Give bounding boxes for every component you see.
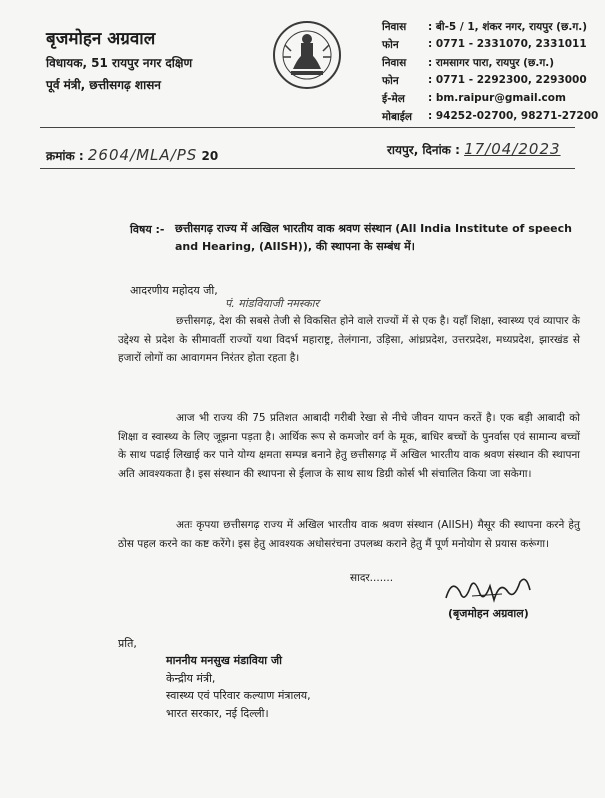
- to-label: प्रति,: [118, 637, 137, 650]
- letterhead-name: बृजमोहन अग्रवाल: [46, 29, 156, 49]
- reference-year: 20: [201, 149, 219, 163]
- contact-block: [382, 20, 598, 128]
- recipient-address: [166, 652, 311, 722]
- reference-line: [46, 146, 218, 164]
- contact-row: [382, 74, 598, 92]
- contact-row: [382, 56, 598, 74]
- reference-divider: [40, 168, 575, 169]
- handwritten-signature: [442, 570, 534, 610]
- contact-value: : 0771 - 2331070, 2331011: [428, 38, 587, 50]
- recipient-line: स्वास्थ्य एवं परिवार कल्याण मंत्रालय,: [166, 689, 311, 702]
- contact-row: [382, 92, 598, 110]
- contact-row: [382, 110, 598, 128]
- salutation: आदरणीय महोदय जी,: [130, 284, 218, 297]
- header-divider: [40, 127, 575, 128]
- contact-value: : रामसागर पारा, रायपुर (छ.ग.): [428, 57, 555, 69]
- contact-email: : bm.raipur@gmail.com: [428, 92, 566, 104]
- reference-number: 2604/MLA/PS: [87, 146, 198, 164]
- signatory-name: (बृजमोहन अग्रवाल): [448, 607, 529, 620]
- handwritten-greeting: पं. मांडवियाजी नमस्कार: [225, 297, 320, 310]
- date-line: [387, 140, 561, 158]
- contact-label: फोन: [382, 75, 399, 87]
- body-paragraph: आज भी राज्य की 75 प्रतिशत आबादी गरीबी रेखा से नीचे जीवन यापन करतें है। एक बड़ी आबादी को शिक्षा व स्वास्थ्य के लिए जूझना पड़ता है। आर्थिक रूप से कमजोर वर्ग के मूक, बाधिर बच्चों के पुनर्वास एवं सामान्य बच्चों के साथ पढाई लिखाई कर पाने योग्य क्षमता सम्पन्न बनाने हेतु छत्तीसगढ़ में अखिल भारतीय वाक श्रवण संस्थान की स्थापना अति आवश्यकता है। इस संस्थान की स्थापना से ईलाज के साथ साथ डिग्री कोर्स भी संचालित किया जा सकेगा।: [118, 412, 580, 480]
- body-paragraph: अतः कृपया छत्तीसगढ़ राज्य में अखिल भारतीय वाक श्रवण संस्थान (AIISH) मैसूर की स्थापना करने हेतु ठोस पहल करने का कष्ट करेंगे। इस हेतु आवश्यक अधोसरंचना उपलब्ध कराने हेतु मैं पूर्ण मनोयोग से प्रयास करूंगा।: [118, 519, 580, 550]
- contact-label: मोबाईल: [382, 111, 412, 123]
- recipient-line: भारत सरकार, नई दिल्ली।: [166, 706, 269, 720]
- subject-label: विषय :-: [130, 223, 165, 236]
- contact-row: [382, 38, 598, 56]
- contact-label: निवास: [382, 21, 407, 33]
- emblem-seal-icon: [271, 17, 343, 97]
- subject-text: छत्तीसगढ़ राज्य में अखिल भारतीय वाक श्रवण संस्थान (All India Institute of speech and Hearing, (AIISH)), की स्थापना के सम्बंध में।: [175, 222, 572, 253]
- reference-label: क्रमांक :: [46, 149, 84, 163]
- date-label: रायपुर, दिनांक :: [387, 143, 460, 157]
- contact-label: ई-मेल: [382, 93, 405, 105]
- letterhead-designation: विधायक, 51 रायपुर नगर दक्षिण: [46, 56, 193, 70]
- recipient-line: केन्द्रीय मंत्री,: [166, 671, 216, 685]
- contact-label: निवास: [382, 57, 407, 69]
- recipient-name: माननीय मनसुख मंडाविया जी: [166, 654, 282, 667]
- sign-off: सादर.......: [350, 572, 394, 584]
- contact-row: [382, 20, 598, 38]
- contact-value: : बी-5 / 1, शंकर नगर, रायपुर (छ.ग.): [428, 21, 588, 33]
- contact-value: : 0771 - 2292300, 2293000: [428, 74, 587, 86]
- body-paragraph: छत्तीसगढ़, देश की सबसे तेजी से विकसित होने वाले राज्यों में से एक है। यहाँ शिक्षा, स्वास्थ्य एवं व्यापार के उद्देश्य से प्रदेश के सीमावर्ती राज्यों यथा विदर्भ महाराष्ट्र, तेलंगाना, उड़िसा, आंध्रप्रदेश, उत्तरप्रदेश, मध्यप्रदेश, झारखंड से हजारों लोगों का आवागमन निरंतर होता रहता है।: [118, 315, 580, 365]
- date-value: 17/04/2023: [464, 140, 561, 158]
- letterhead-former-post: पूर्व मंत्री, छत्तीसगढ़ शासन: [46, 78, 161, 92]
- contact-value: : 94252-02700, 98271-27200: [428, 110, 599, 122]
- contact-label: फोन: [382, 39, 399, 51]
